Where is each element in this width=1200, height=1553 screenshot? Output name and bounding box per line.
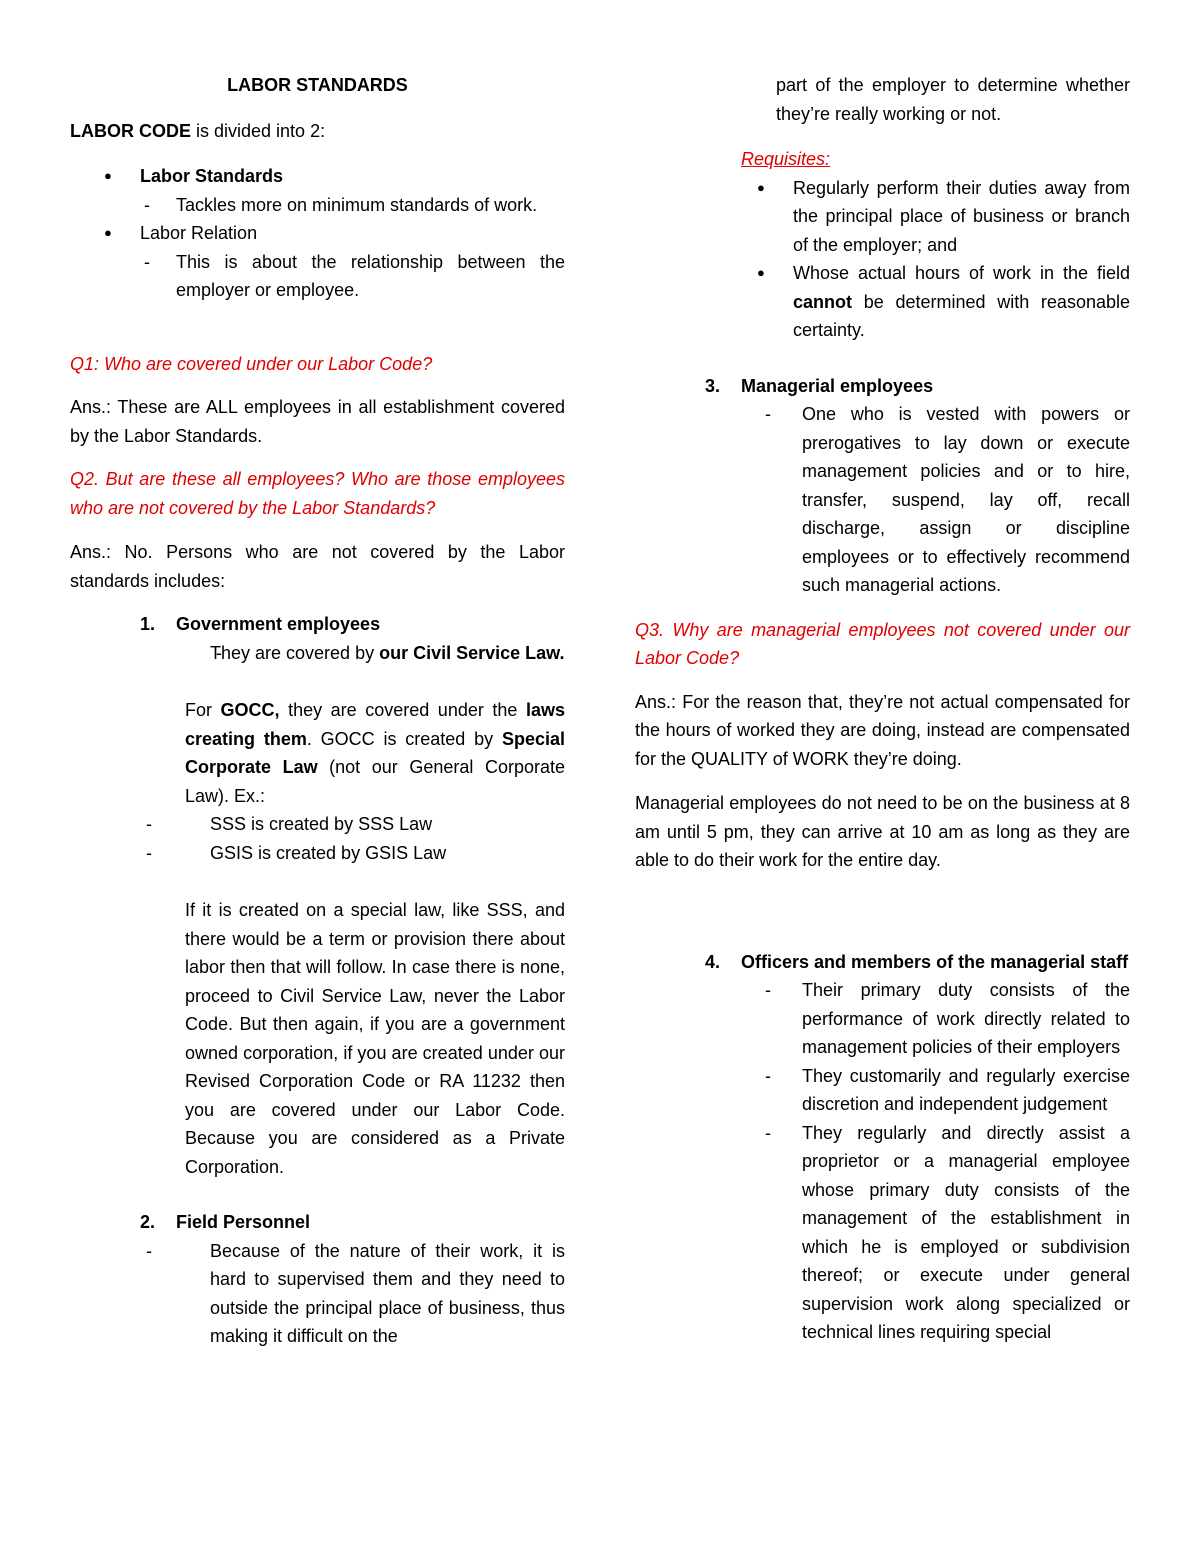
left-column xyxy=(70,71,565,1351)
item-1-title: Government employees xyxy=(176,614,381,634)
item-government-employees xyxy=(70,610,565,639)
gocc-text-4: laws creating them xyxy=(185,700,565,749)
item-4-detail-2: - They customarily and regularly exercise discretion and independent judgement xyxy=(635,1062,1130,1119)
bullet-labor-relation: ● Labor Relation xyxy=(70,219,565,248)
answer-3: Ans.: For the reason that, they’re not actual compensated for the hours of worked they are doing, instead are compensated for the QUALITY of WORK they’re doing. xyxy=(635,691,1130,769)
item-1-detail-b: our Civil Service Law. xyxy=(379,642,565,663)
answer-2: Ans.: No. Persons who are not covered by the Labor standards includes: xyxy=(70,542,565,591)
bullet-labor-standards-detail: - Tackles more on minimum standards of work. xyxy=(70,191,565,220)
item-1-detail-a: They are covered by xyxy=(210,642,380,663)
special-law-paragraph: If it is created on a special law, like SSS, and there would be a term or provision there about labor then that will follow. In case there is none, proceed to Civil Service Law, never the Labor Code. But then again, if you are a government owned corporation, if you are created under our Revised Corporation Code or RA 11232 then you are covered under our Labor Code. Because you are considered as a Private Corporation. xyxy=(185,900,565,1177)
bullet-labor-relation-detail: - This is about the relationship between the employer or employee. xyxy=(70,248,565,305)
requisite-2-a: Whose actual hours of work in the field xyxy=(793,263,1130,283)
gocc-text-2: GOCC, xyxy=(220,700,280,720)
requisites-heading: Requisites: xyxy=(741,149,831,169)
gocc-text-5: . GOCC is created by xyxy=(306,728,502,749)
item-4-title: Officers and members of the managerial staff xyxy=(741,951,1129,972)
intro-rest: is divided into 2: xyxy=(191,120,326,141)
item-managerial-employees xyxy=(635,372,1130,401)
gocc-paragraph xyxy=(70,696,565,810)
item-3-detail: - One who is vested with powers or prerogatives to lay down or execute management policies and or to hire, transfer, suspend, lay off, recall discharge, assign or discipline employees or to effectively recommend such managerial actions. xyxy=(635,400,1130,600)
item-3-number: 3. xyxy=(705,375,721,396)
question-1: Q1: Who are covered under our Labor Code? xyxy=(70,353,433,374)
gocc-text-3: they are covered under the xyxy=(279,700,526,720)
right-column xyxy=(635,71,1130,1347)
item-1-number: 1. xyxy=(140,614,156,634)
document-title: LABOR STANDARDS xyxy=(227,75,408,95)
answer-1: Ans.: These are ALL employees in all establishment covered by the Labor Standards. xyxy=(70,397,565,446)
item-2-detail: - Because of the nature of their work, it is hard to supervised them and they need to outside the principal place of business, thus making it difficult on the xyxy=(70,1237,565,1351)
item-3-title: Managerial employees xyxy=(741,375,934,396)
intro-line xyxy=(70,117,565,146)
item-2-number: 2. xyxy=(140,1212,156,1232)
item-4-detail-1: - Their primary duty consists of the performance of work directly related to management policies of their employers xyxy=(635,976,1130,1062)
item-2-title: Field Personnel xyxy=(176,1212,311,1232)
requisite-1: ● Regularly perform their duties away from the principal place of business or branch of the employer; and xyxy=(635,174,1130,260)
item-field-personnel xyxy=(70,1208,565,1237)
item-officers-managerial-staff xyxy=(635,948,1130,977)
gocc-text-7: (not our General Corporate Law). Ex.: xyxy=(185,757,565,806)
item-4-number: 4. xyxy=(705,951,721,972)
requisite-2-c: be determined with reasonable certainty. xyxy=(793,291,1130,340)
requisite-2-b: cannot xyxy=(793,291,853,312)
sss-example: - SSS is created by SSS Law xyxy=(70,810,565,839)
managerial-hours-paragraph: Managerial employees do not need to be on the business at 8 am until 5 pm, they can arrive at 10 am as long as they are able to do their work for the entire day. xyxy=(635,793,1130,870)
item-4-detail-3: - They regularly and directly assist a proprietor or a managerial employee whose primary duty consists of the management of the establishment in which he is employed or subdivision thereof; or execute under general supervision work along specialized or technical lines requiring special xyxy=(635,1119,1130,1347)
bullet-labor-standards: ● Labor Standards xyxy=(70,162,565,191)
intro-bold: LABOR CODE xyxy=(70,120,191,141)
item-1-detail xyxy=(70,639,565,668)
question-2: Q2. But are these all employees? Who are those employees who are not covered by the Labor Standards? xyxy=(70,469,565,518)
gsis-example: - GSIS is created by GSIS Law xyxy=(70,839,565,868)
requisite-2 xyxy=(635,259,1130,345)
gocc-text-6: Special Corporate Law xyxy=(185,728,565,777)
question-3: Q3. Why are managerial employees not covered under our Labor Code? xyxy=(635,619,1130,668)
gocc-text-1: For xyxy=(185,700,221,720)
field-personnel-continued: part of the employer to determine whether they’re really working or not. xyxy=(776,75,1130,124)
